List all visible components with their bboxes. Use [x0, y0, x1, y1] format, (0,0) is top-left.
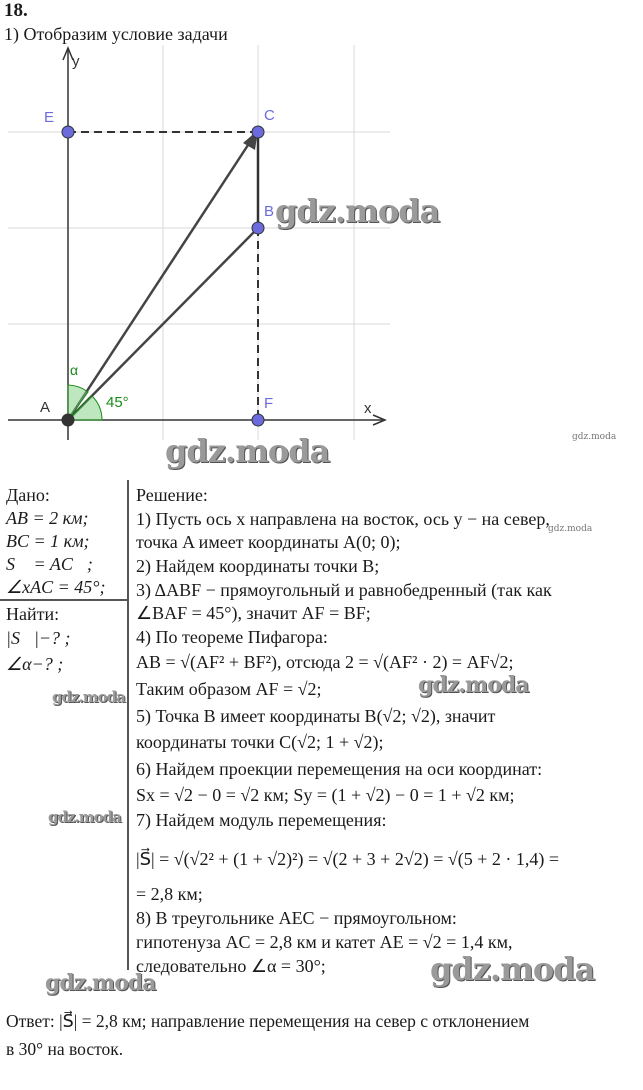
angle-45-label: 45° — [106, 394, 129, 411]
watermark: gdz.moda — [45, 970, 156, 996]
coordinate-graph — [0, 40, 400, 440]
find-line: ∠α−? ; — [6, 654, 64, 674]
watermark: gdz.moda — [572, 432, 617, 442]
solution-line: 2) Найдем координаты точки B; — [136, 556, 380, 576]
solution-title: Решение: — [136, 485, 208, 505]
label-f: F — [264, 395, 274, 412]
solution-line: 8) В треугольнике AEC − прямоугольном: — [136, 908, 457, 928]
column-divider — [127, 480, 129, 970]
solution-line: 4) По теореме Пифагора: — [136, 627, 328, 647]
watermark: gdz.moda — [548, 524, 593, 534]
find-title: Найти: — [6, 604, 60, 624]
solution-line: 5) Точка B имеет координаты B(√2; √2), значит — [136, 706, 496, 726]
watermark: gdz.moda — [275, 192, 440, 230]
given-line: AB = 2 км; — [6, 508, 89, 528]
solution-line: ∠BAF = 45°), значит AF = BF; — [136, 603, 371, 623]
problem-number: 18. — [4, 0, 28, 21]
axis-x-label: x — [364, 400, 372, 417]
solution-line: AB = √(AF² + BF²), отсюда 2 = √(AF² · 2) = AF√2; — [136, 652, 514, 672]
solution-line: гипотенуза AC = 2,8 км и катет AE = √2 = 1,4 км, — [136, 932, 513, 952]
axes — [8, 48, 385, 440]
given-line: ∠xAC = 45°; — [6, 577, 106, 597]
solution-line: 3) ΔABF − прямоугольный и равнобедренный (так как — [136, 580, 552, 600]
solution-line: 7) Найдем модуль перемещения: — [136, 810, 387, 830]
solution-line: координаты точки C(√2; 1 + √2); — [136, 732, 384, 752]
watermark: gdz.moda — [430, 950, 595, 988]
given-line: BC = 1 км; — [6, 531, 90, 551]
solution-line: 6) Найдем проекции перемещения на оси координат: — [136, 759, 543, 779]
step1-title: 1) Отобразим условие задачи — [4, 24, 228, 44]
watermark: gdz.moda — [52, 688, 125, 706]
watermark: gdz.moda — [165, 432, 330, 470]
vector-ac — [68, 142, 250, 420]
solution-line: точка A имеет координаты A(0; 0); — [136, 532, 401, 552]
given-line: S⃗ = AC⃗; — [6, 554, 93, 574]
watermark: gdz.moda — [48, 808, 121, 826]
point-a — [62, 414, 74, 426]
solution-line: = 2,8 км; — [136, 884, 203, 904]
find-line: |S⃗|−? ; — [6, 628, 71, 648]
answer-line-1: Ответ: |S⃗| = 2,8 км; направление перемещения на север с отклонением — [6, 1011, 530, 1031]
solution-line: следовательно ∠α = 30°; — [136, 956, 326, 976]
watermark: gdz.moda — [418, 672, 529, 698]
point-b — [252, 222, 264, 234]
point-c — [252, 126, 264, 138]
given-find-divider — [0, 599, 128, 601]
answer-line-2: в 30° на восток. — [6, 1039, 124, 1059]
given-title: Дано: — [6, 485, 50, 505]
solution-line: 1) Пусть ось x направлена на восток, ось y − на север, — [136, 509, 550, 529]
label-c: C — [264, 107, 275, 124]
axis-y-label: y — [72, 53, 80, 70]
angle-alpha-label: α — [70, 362, 79, 378]
point-e — [62, 126, 74, 138]
solution-line: Sx = √2 − 0 = √2 км; Sy = (1 + √2) − 0 = 1 + √2 км; — [136, 785, 515, 805]
label-a: A — [40, 399, 51, 416]
label-b: B — [264, 203, 275, 220]
solution-line: Таким образом AF = √2; — [136, 679, 322, 699]
point-f — [252, 414, 264, 426]
solution-line: |S⃗| = √(√2² + (1 + √2)²) = √(2 + 3 + 2√2) = √(5 + 2 · 1,4) = — [136, 849, 560, 869]
grid — [8, 40, 390, 440]
label-e: E — [44, 109, 55, 126]
